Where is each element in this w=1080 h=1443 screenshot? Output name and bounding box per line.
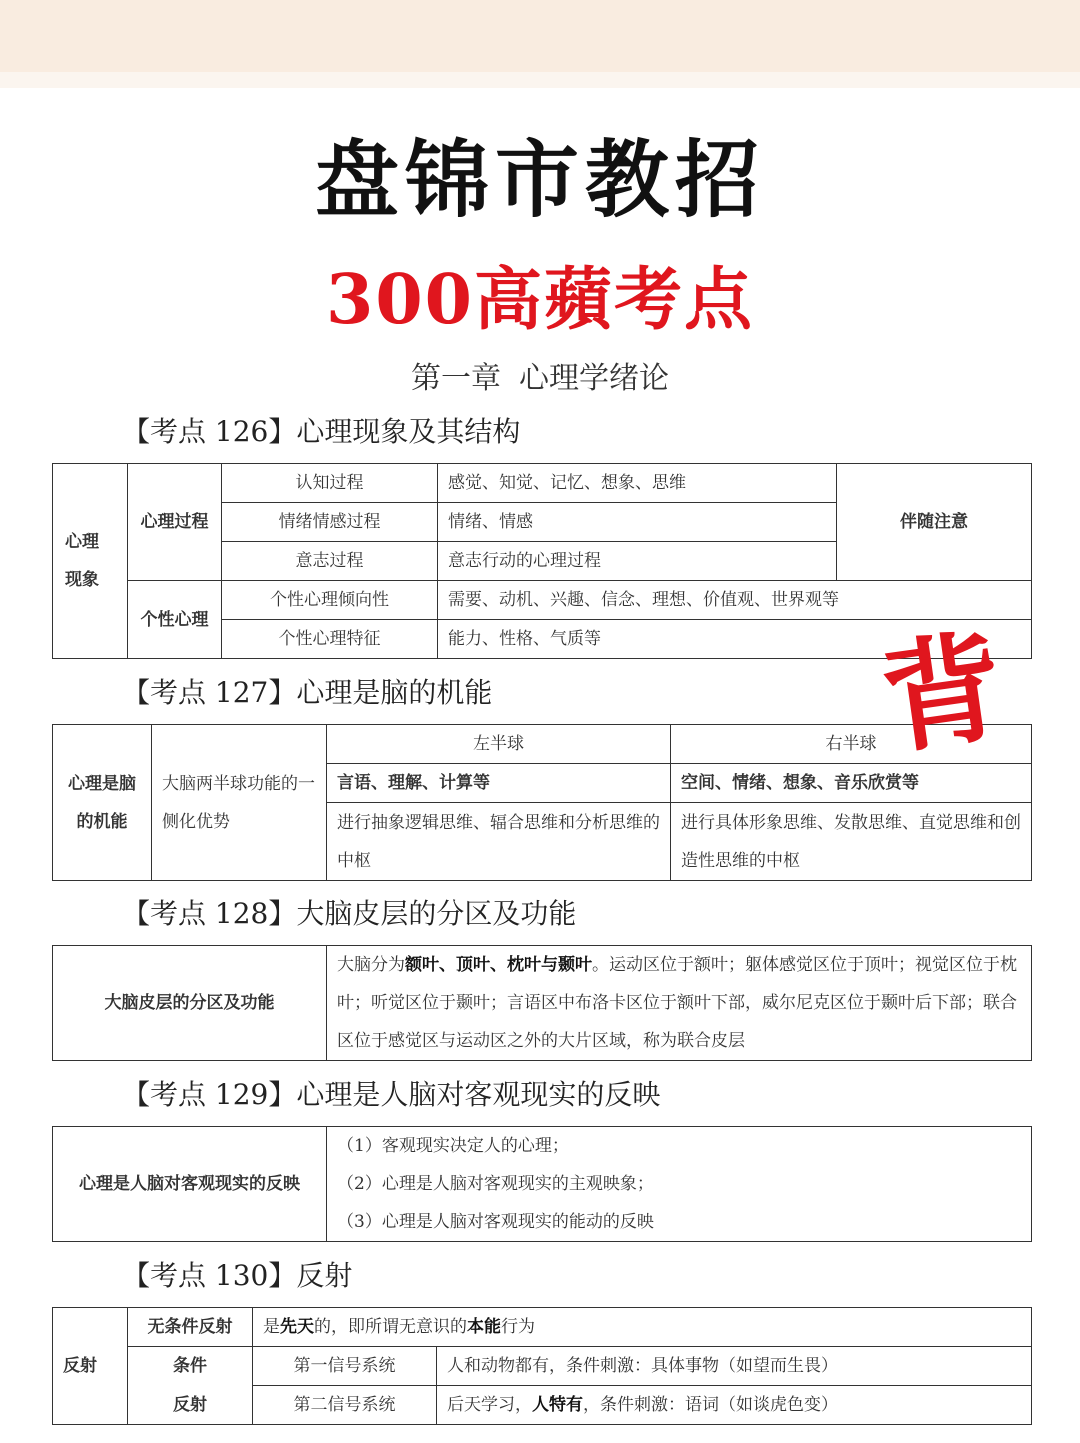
page-title: 盘锦市教招 (314, 131, 765, 229)
cell-left-bold: 言语、理解、计算等 (327, 764, 671, 803)
cell-r5-name: 个性心理特征 (222, 620, 438, 659)
list-item: （2）心理是人脑对客观现实的主观映象； (327, 1165, 1032, 1203)
cell-conditioned-top: 条件 (128, 1347, 253, 1386)
section-heading-127: 【考点 127】心理是脑的机能 (122, 676, 493, 709)
lobes-bold: 额叶、顶叶、枕叶与颞叶 (405, 955, 592, 975)
section-heading-130: 【考点 130】反射 (122, 1259, 353, 1292)
cell-right-bold: 空间、情绪、想象、音乐欣赏等 (671, 764, 1032, 803)
cell-personality: 个性心理 (128, 581, 222, 659)
desc-text: 大脑分为 (337, 955, 405, 975)
cell-127-lateral: 大脑两半球功能的一侧化优势 (152, 725, 327, 881)
table-129 (52, 1126, 1032, 1242)
cell-128-desc (327, 946, 1032, 1061)
top-band-fade (0, 72, 1080, 88)
section-heading-128: 【考点 128】大脑皮层的分区及功能 (122, 897, 577, 930)
section-heading-126: 【考点 126】心理现象及其结构 (122, 415, 521, 448)
cell-left-desc: 进行抽象逻辑思维、辐合思维和分析思维的中枢 (327, 803, 671, 881)
desc-text-rest: 。运动区位于额叶；躯体感觉区位于顶叶；视觉区位于枕叶；听觉区位于颞叶；言语区中布洛卡区位于额叶下部，威尔尼克区位于颞叶后下部；联合区位于感觉区与运动区之外的大片区域，称为联合皮层 (337, 955, 1017, 1051)
cell-r4-desc: 需要、动机、兴趣、信念、理想、价值观、世界观等 (438, 581, 1032, 620)
cell-r5-desc: 能力、性格、气质等 (438, 620, 1032, 659)
cell-r4-name: 个性心理倾向性 (222, 581, 438, 620)
cell-unconditioned-desc (253, 1308, 1032, 1347)
list-item: （1）客观现实决定人的心理； (327, 1127, 1032, 1166)
desc-text: 的，即所谓无意识的 (314, 1317, 467, 1337)
cell-right-header: 右半球 (671, 725, 1032, 764)
desc-text: 行为 (501, 1317, 535, 1337)
table-128 (52, 945, 1032, 1061)
instinct-bold: 本能 (467, 1317, 501, 1337)
innate-bold: 先天 (280, 1317, 314, 1337)
root-label: 心理现象 (65, 532, 99, 590)
section-heading-129: 【考点 129】心理是人脑对客观现实的反映 (122, 1078, 661, 1111)
cell-conditioned-bottom: 反射 (128, 1386, 253, 1425)
cell-r3-desc: 意志行动的心理过程 (438, 542, 837, 581)
top-band (0, 0, 1080, 72)
chapter-label: 第一章 (411, 361, 501, 396)
cell-s1-desc: 人和动物都有，条件刺激：具体事物（如望而生畏） (437, 1347, 1032, 1386)
cell-128-root: 大脑皮层的分区及功能 (53, 946, 327, 1061)
cell-127-root: 心理是脑的机能 (53, 725, 152, 881)
page-subtitle: 300高蘋考点 (326, 260, 754, 340)
chapter-name: 心理学绪论 (519, 361, 669, 396)
cell-process: 心理过程 (128, 464, 222, 581)
cell-right-desc: 进行具体形象思维、发散思维、直觉思维和创造性思维的中枢 (671, 803, 1032, 881)
cell-129-root: 心理是人脑对客观现实的反映 (53, 1127, 327, 1242)
cell-r1-name: 认知过程 (222, 464, 438, 503)
cell-s2-desc (437, 1386, 1032, 1425)
cell-attention: 伴随注意 (837, 464, 1032, 581)
cell-root (53, 464, 128, 659)
cell-130-root: 反射 (53, 1308, 128, 1425)
cell-left-header: 左半球 (327, 725, 671, 764)
chapter-heading (0, 358, 1080, 400)
cell-unconditioned: 无条件反射 (128, 1308, 253, 1347)
desc-text: 后天学习， (447, 1395, 532, 1415)
desc-text: ，条件刺激：语词（如谈虎色变） (583, 1395, 838, 1415)
cell-r1-desc: 感觉、知觉、记忆、想象、思维 (438, 464, 837, 503)
cell-r2-desc: 情绪、情感 (438, 503, 837, 542)
list-item: （3）心理是人脑对客观现实的能动的反映 (327, 1203, 1032, 1242)
table-130 (52, 1307, 1032, 1425)
cell-r2-name: 情绪情感过程 (222, 503, 438, 542)
stamp-mark: 背 (873, 617, 1013, 772)
cell-s1-name: 第一信号系统 (253, 1347, 437, 1386)
human-only-bold: 人特有 (532, 1395, 583, 1415)
table-126 (52, 463, 1032, 659)
desc-text: 是 (263, 1317, 280, 1337)
cell-s2-name: 第二信号系统 (253, 1386, 437, 1425)
cell-r3-name: 意志过程 (222, 542, 438, 581)
